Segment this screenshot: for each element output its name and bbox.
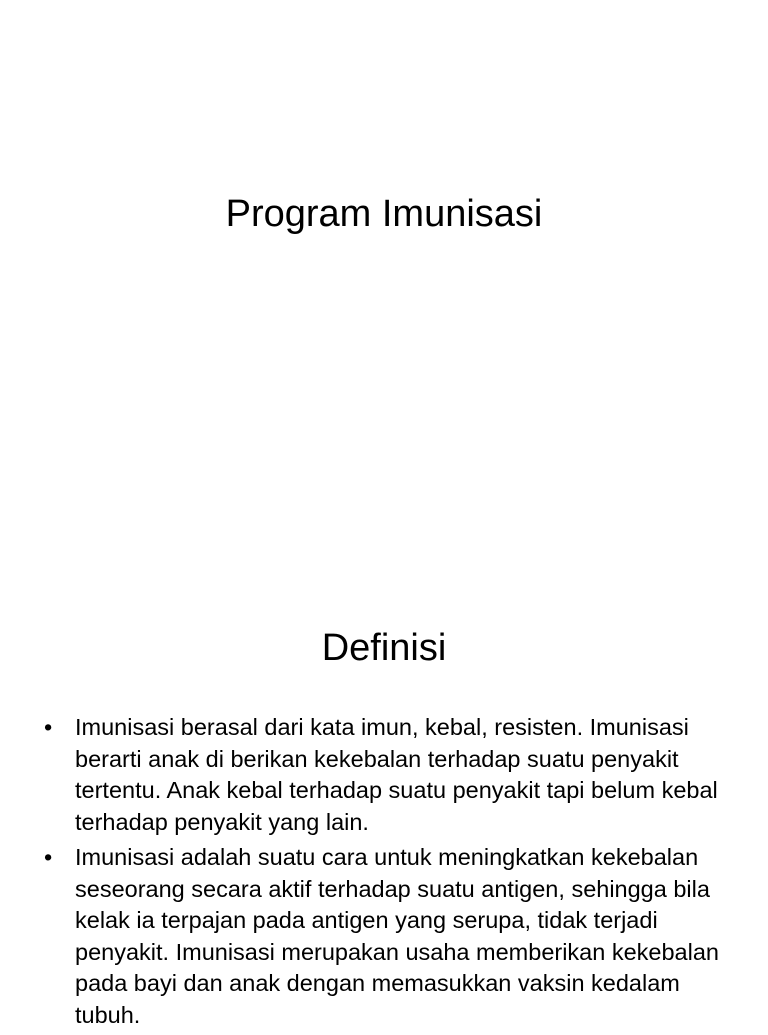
bullet-text: Imunisasi adalah suatu cara untuk meningkatkan kekebalan seseorang secara aktif terhadap suatu antigen, sehingga bila kelak ia terpajan pada antigen yang serupa, tidak terjadi penyakit. Imunisasi merupakan usaha memberikan kekebalan pada bayi dan anak dengan memasukkan vaksin kedalam tubuh. (75, 844, 719, 1028)
bullet-item (44, 712, 744, 838)
bullet-marker-icon: • (44, 714, 53, 740)
bullet-marker-icon: • (44, 844, 53, 870)
bullet-text: Imunisasi berasal dari kata imun, kebal, resisten. Imunisasi berarti anak di berikan kekebalan terhadap suatu penyakit tertentu. Anak kebal terhadap suatu penyakit tapi belum kebal terhadap penyakit yang lain. (75, 714, 718, 835)
slide-title: Program Imunisasi (225, 193, 543, 235)
section-heading: Definisi (321, 627, 447, 669)
bullet-item (44, 842, 744, 1031)
definition-bullet-list (44, 712, 744, 1035)
